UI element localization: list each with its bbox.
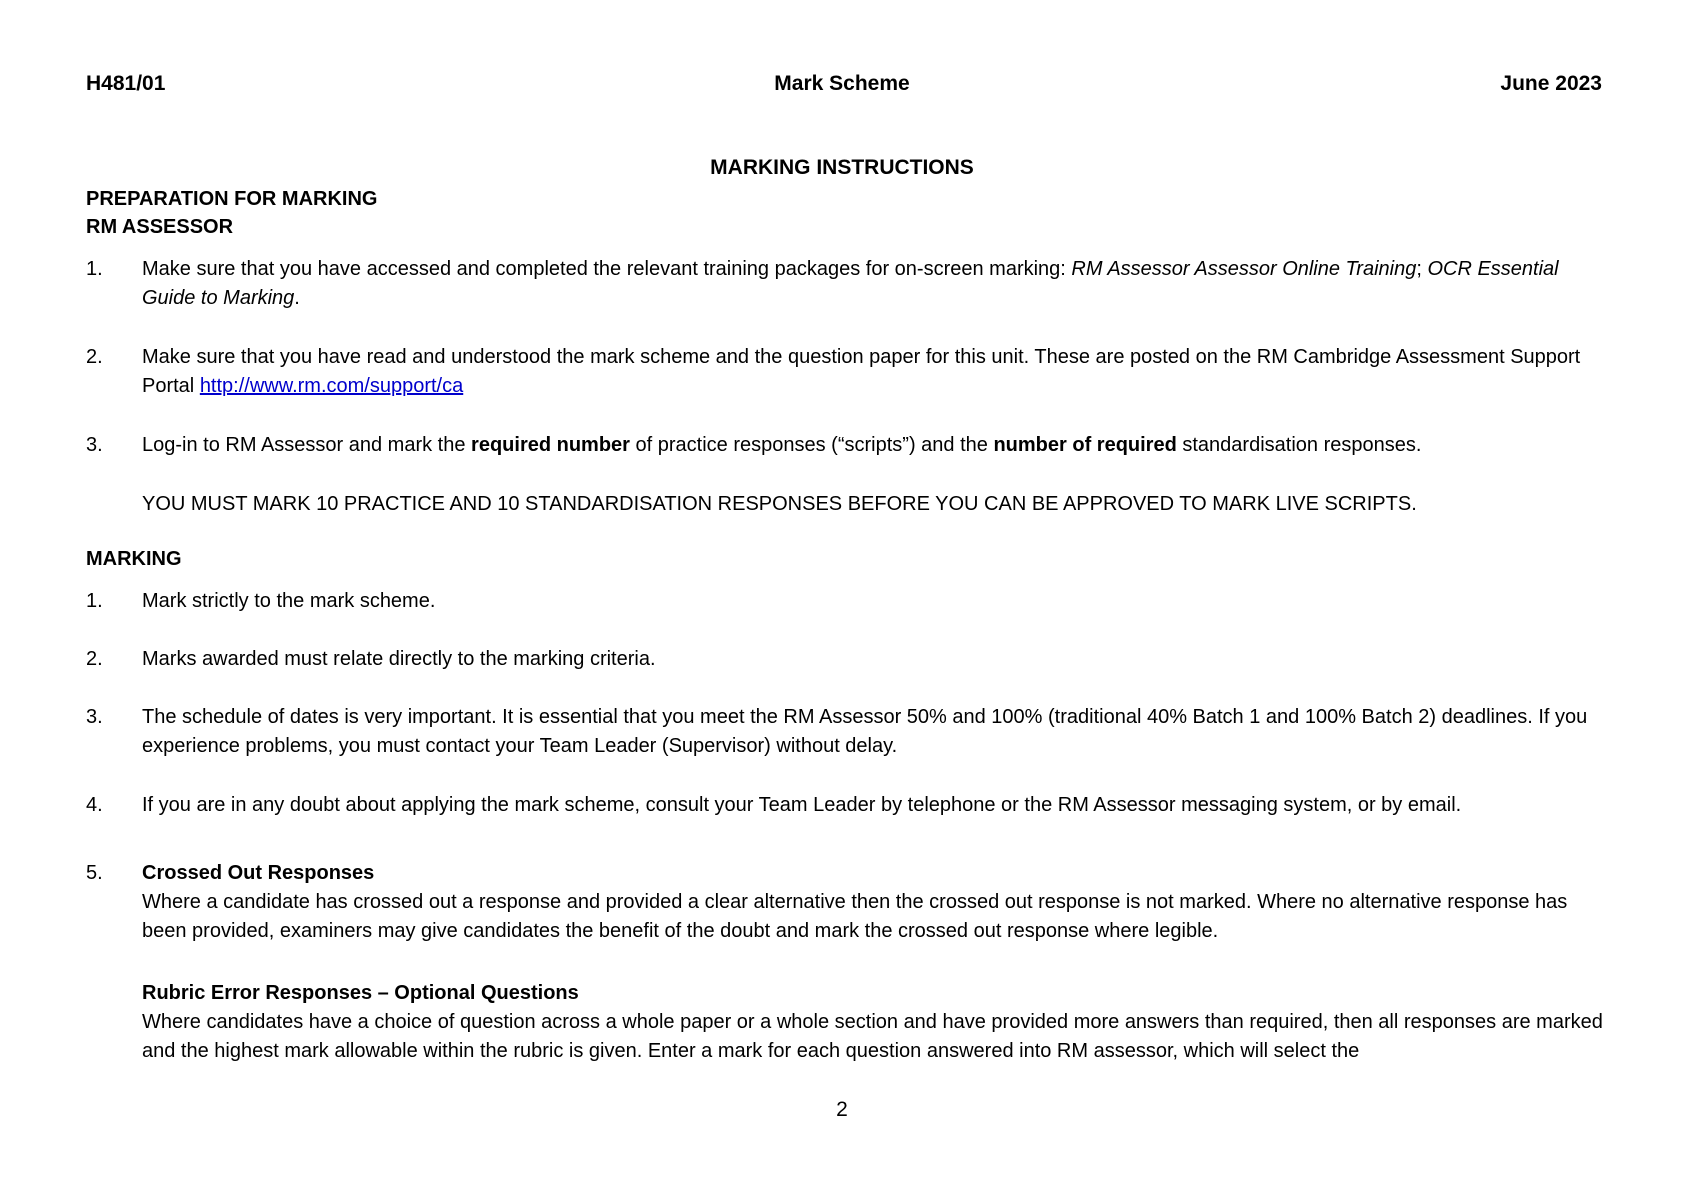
prep-heading: PREPARATION FOR MARKING <box>86 188 378 210</box>
prep-item-3-text-a: Log-in to RM Assessor and mark the <box>142 434 472 456</box>
marking-item-5-number: 5. <box>86 862 103 884</box>
marking-item-3-number: 3. <box>86 706 103 728</box>
marking-item-2: Marks awarded must relate directly to the marking criteria. <box>142 648 656 670</box>
marking-heading: MARKING <box>86 548 182 570</box>
prep-item-1-italic-b: OCR Essential Guide to Marking <box>142 258 1559 309</box>
marking-item-1-number: 1. <box>86 590 103 612</box>
prep-item-1-text-a: Make sure that you have accessed and completed the relevant training packages for on-screen marking: <box>142 258 1072 280</box>
marking-item-1: Mark strictly to the mark scheme. <box>142 590 436 612</box>
marking-item-4-number: 4. <box>86 794 103 816</box>
header-date: June 2023 <box>1500 72 1602 95</box>
prep-item-3-number: 3. <box>86 434 103 456</box>
page-number: 2 <box>836 1098 848 1121</box>
prep-item-3 <box>142 431 1612 460</box>
doc-title: MARKING INSTRUCTIONS <box>710 156 974 179</box>
marking-item-4: If you are in any doubt about applying the mark scheme, consult your Team Leader by telephone or the RM Assessor messaging system, or by email. <box>142 794 1462 816</box>
rm-assessor-heading: RM ASSESSOR <box>86 216 234 238</box>
marking-item-3: The schedule of dates is very important. It is essential that you meet the RM Assessor 50% and 100% (traditional 40% Batch 1 and 100% Batch 2) deadlines. If you experience problems, you must contact your Team Leader (Supervisor) without delay. <box>142 706 1588 757</box>
crossed-out-heading: Crossed Out Responses <box>142 862 375 884</box>
prep-item-3-text-b: of practice responses (“scripts”) and the <box>629 434 994 456</box>
prep-item-2 <box>142 343 1612 401</box>
prep-item-2-text: Make sure that you have read and understood the mark scheme and the question paper for this unit. These are posted on the RM Cambridge Assessment Support Portal <box>142 346 1581 397</box>
prep-item-3-bold-a: required number <box>471 434 630 456</box>
prep-item-1 <box>142 255 1612 313</box>
prep-item-1-text-c: . <box>294 287 300 309</box>
rubric-error-heading: Rubric Error Responses – Optional Questions <box>142 982 579 1004</box>
prep-item-1-italic-a: RM Assessor Assessor Online Training <box>1071 258 1417 280</box>
prep-item-3-bold-b: number of required <box>993 434 1177 456</box>
support-portal-link[interactable]: http://www.rm.com/support/ca <box>199 375 464 397</box>
prep-item-3-note: YOU MUST MARK 10 PRACTICE AND 10 STANDARDISATION RESPONSES BEFORE YOU CAN BE APPROVED TO MARK LIVE SCRIPTS. <box>142 493 1417 515</box>
header-code: H481/01 <box>86 72 166 95</box>
crossed-out-text: Where a candidate has crossed out a response and provided a clear alternative then the crossed out response is not marked. Where no alternative response has been provided, examiners may give candidates the benefit of the doubt and mark the crossed out response where legible. <box>142 891 1568 942</box>
prep-item-1-text-b: ; <box>1416 258 1428 280</box>
prep-item-1-number: 1. <box>86 258 103 280</box>
rubric-error-text: Where candidates have a choice of question across a whole paper or a whole section and have provided more answers than required, then all responses are marked and the highest mark allowable within the rubric is given. Enter a mark for each question answered into RM assessor, which will select the <box>142 1011 1603 1062</box>
header-title: Mark Scheme <box>774 72 910 95</box>
prep-item-2-number: 2. <box>86 346 103 368</box>
marking-item-2-number: 2. <box>86 648 103 670</box>
prep-item-3-text-c: standardisation responses. <box>1176 434 1422 456</box>
